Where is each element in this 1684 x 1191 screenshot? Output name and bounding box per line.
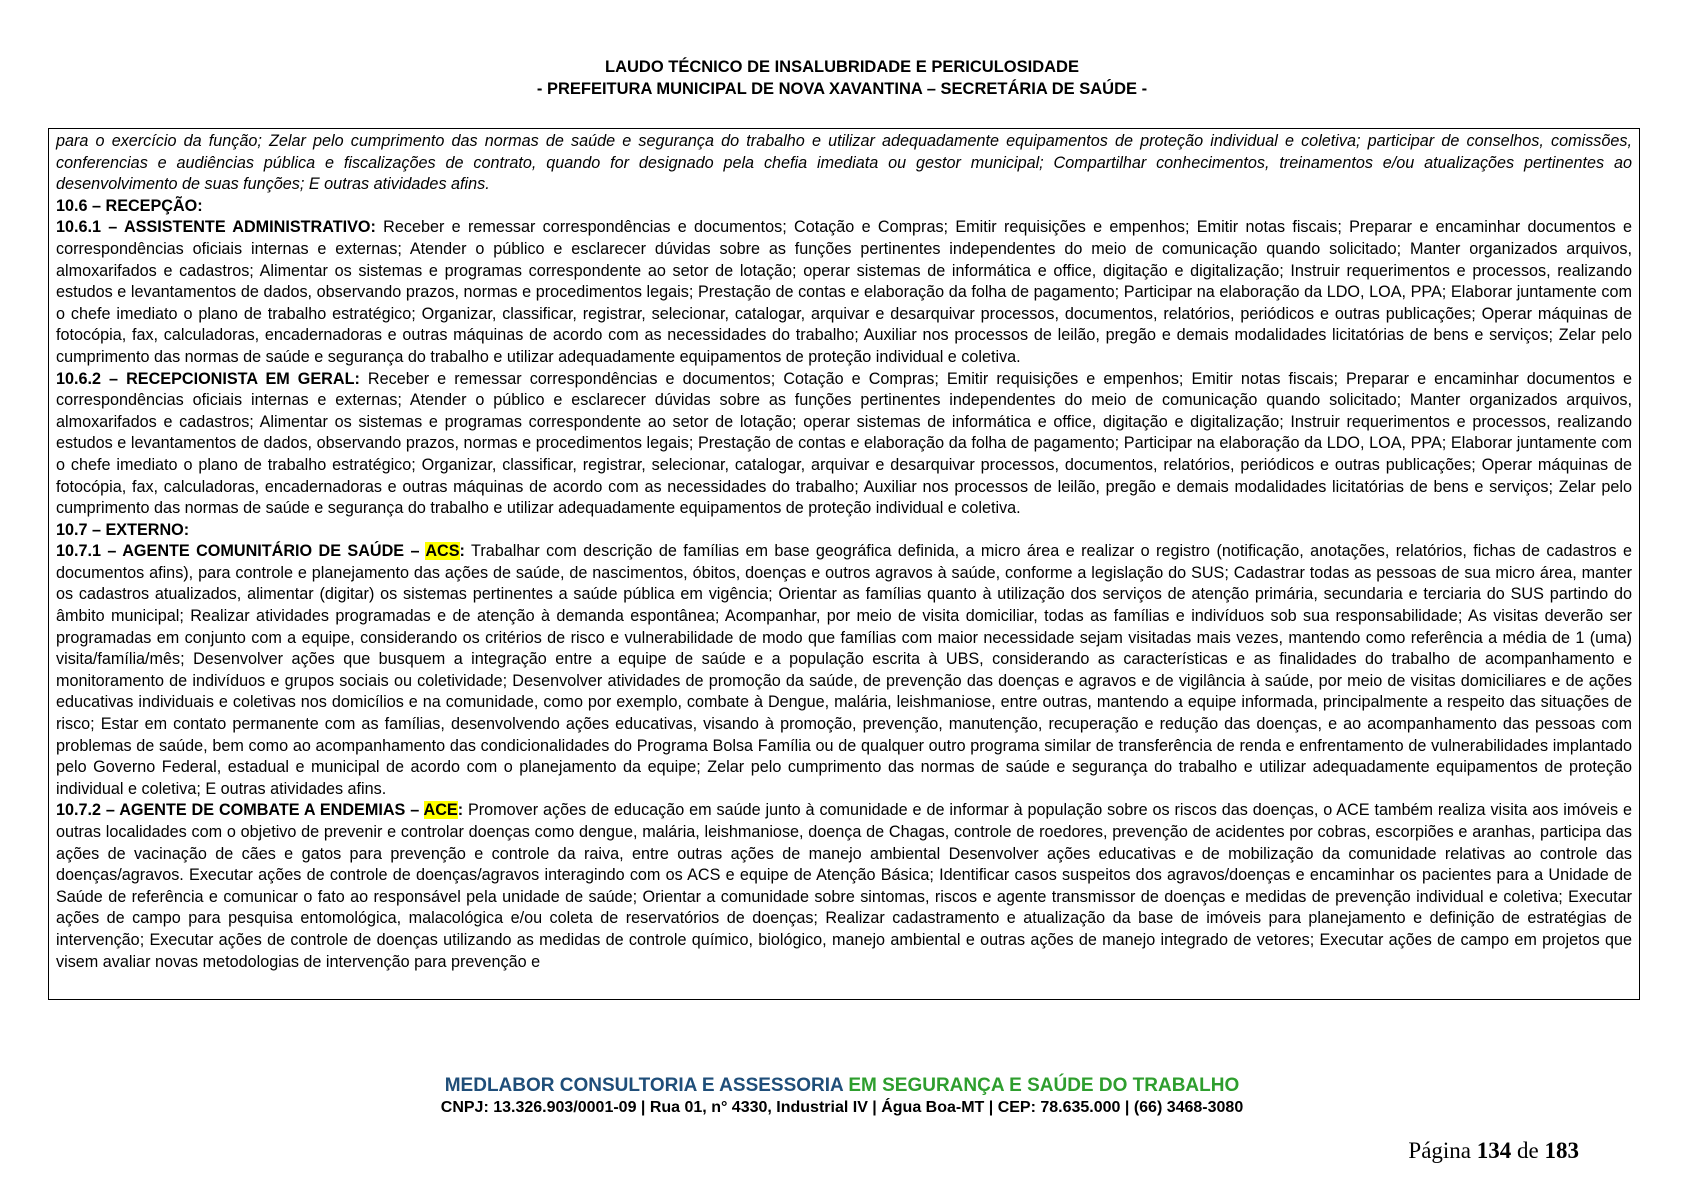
section-10-6-1-text: Receber e remessar correspondências e documentos; Cotação e Compras; Emitir requisições e empenhos; Emitir notas fiscais; Preparar e encaminhar documentos e correspondências oficiais internas e externas; Atender o público e esclarecer dúvidas sobre as funções pertinentes independentes do meio de comunicação quando solicitado; Manter organizados arquivos, almoxarifados e cadastros; Alimentar os sistemas e programas correspondente ao setor de lotação; operar sistemas de informática e office, digitação e digitalização; Instruir requerimentos e processos, realizando estudos e levantamentos de dados, observando prazos, normas e procedimentos legais; Prestação de contas e elaboração da folha de pagamento; Participar na elaboração da LDO, LOA, PPA; Elaborar juntamente com o chefe imediato o plano de trabalho estratégico; Organizar, classificar, registrar, selecionar, catalogar, arquivar e desarquivar processos, documentos, relatórios, periódicos e outras publicações; Operar máquinas de fotocópia, fax, calculadoras, encadernadoras e outras máquinas de acordo com as necessidades do trabalho; Auxiliar nos processos de leilão, pregão e demais modalidades licitatórias de bens e serviços; Zelar pelo cumprimento das normas de saúde e segurança do trabalho e utilizar adequadamente equipamentos de proteção individual e coletiva. <box>56 218 1632 366</box>
section-10-7-1-title: 10.7.1 – AGENTE COMUNITÁRIO DE SAÚDE – <box>56 542 426 561</box>
section-10-7-2-text: Promover ações de educação em saúde junto à comunidade e de informar à população sobre os riscos das doenças, o ACE também realiza visita aos imóveis e outras localidades com o objetivo de prevenir e controlar doenças como dengue, malária, leishmaniose, doença de Chagas, controle de roedores, prevenção de acidentes por cobras, escorpiões e aranhas, participa das ações de vacinação de cães e gatos para prevenção e controle da raiva, entre outras ações de manejo ambiental Desenvolver ações educativas e de mobilização da comunidade relativas ao controle das doenças/agravos. Executar ações de controle de doenças/agravos interagindo com os ACS e equipe de Atenção Básica; Identificar casos suspeitos dos agravos/doenças e encaminhar os pacientes para a Unidade de Saúde de referência e comunicar o fato ao responsável pela unidade de saúde; Orientar a comunidade sobre sintomas, riscos e agente transmissor de doenças e medidas de prevenção individual e coletiva; Executar ações de campo para pesquisa entomológica, malacológica e/ou coleta de reservatórios de doenças; Realizar cadastramento e atualização da base de imóveis para planejamento e definição de estratégias de intervenção; Executar ações de controle de doenças utilizando as medidas de controle químico, biológico, manejo ambiental e outras ações de manejo integrado de vetores; Executar ações de campo em projetos que visem avaliar novas metodologias de intervenção para prevenção e <box>56 801 1632 971</box>
section-10-7-1-text: Trabalhar com descrição de famílias em base geográfica definida, a micro área e realizar o registro (notificação, anotações, relatórios, fichas de cadastros e documentos afins), para controle e planejamento das ações de saúde, de nascimentos, óbitos, doenças e outros agravos à saúde, conforme a legislação do SUS; Cadastrar todas as pessoas de sua micro área, manter os cadastros atualizados, alimentar (digitar) os sistemas pertinentes a saúde pública em vigência; Orientar as famílias quanto à utilização dos serviços de atenção primária, secundaria e terciaria do SUS partindo do âmbito municipal; Realizar atividades programadas e de atenção à demanda espontânea; Acompanhar, por meio de visita domiciliar, todas as famílias e indivíduos sob sua responsabilidade; As visitas deverão ser programadas em conjunto com a equipe, considerando os critérios de risco e vulnerabilidade de modo que famílias com maior necessidade sejam visitadas mais vezes, mantendo como referência a média de 1 (uma) visita/família/mês; Desenvolver ações que busquem a integração entre a equipe de saúde e a população escrita à UBS, considerando as características e as finalidades do trabalho de acompanhamento e monitoramento de indivíduos e grupos sociais ou coletividade; Desenvolver atividades de promoção da saúde, de prevenção das doenças e agravos e de vigilância à saúde, por meio de visitas domiciliares e de ações educativas individuais e coletivas nos domicílios e na comunidade, como por exemplo, combate à Dengue, malária, leishmaniose, entre outras, mantendo a equipe informada, principalmente a respeito das situações de risco; Estar em contato permanente com as famílias, desenvolvendo ações educativas, visando à promoção, prevenção, manutenção, recuperação e redução das doenças, e ao acompanhamento das pessoas com problemas de saúde, bem como ao acompanhamento das condicionalidades do Programa Bolsa Família ou de qualquer outro programa similar de transferência de renda e enfrentamento de vulnerabilidades implantado pelo Governo Federal, estadual e municipal de acordo com o planejamento da equipe; Zelar pelo cumprimento das normas de saúde e segurança do trabalho e utilizar adequadamente equipamentos de proteção individual e coletiva; E outras atividades afins. <box>56 542 1632 798</box>
footer-contact-info: CNPJ: 13.326.903/0001-09 | Rua 01, n° 4330, Industrial IV | Água Boa-MT | CEP: 78.635.000 | (66) 3468-3080 <box>440 1099 1244 1116</box>
page-total: 183 <box>1544 1138 1579 1163</box>
section-10-7-heading: 10.7 – EXTERNO: <box>56 520 190 539</box>
content-box <box>48 128 1640 1000</box>
footer-company <box>0 1074 1684 1098</box>
ace-highlight: ACE <box>423 801 458 820</box>
section-10-7-2-paragraph <box>56 800 1632 973</box>
section-10-7-1-paragraph <box>56 541 1632 800</box>
page-number <box>1408 1138 1579 1164</box>
section-10-6-1-paragraph <box>56 217 1632 368</box>
footer-company-tagline: EM SEGURANÇA E SAÚDE DO TRABALHO <box>843 1075 1240 1096</box>
intro-paragraph: para o exercício da função; Zelar pelo cumprimento das normas de saúde e segurança do trabalho e utilizar adequadamente equipamentos de proteção individual e coletiva; participar de conselhos, comissões, conferencias e audiências pública e fiscalizações de contrato, quando for designado pela chefia imediata ou gestor municipal; Compartilhar conhecimentos, treinamentos e/ou atualizações pertinentes ao desenvolvimento de suas funções; E outras atividades afins. <box>56 132 1632 194</box>
section-10-7-2-colon: : <box>457 801 464 820</box>
section-10-7-2-title: 10.7.2 – AGENTE DE COMBATE A ENDEMIAS – <box>56 801 424 820</box>
header-title: LAUDO TÉCNICO DE INSALUBRIDADE E PERICULOSIDADE <box>605 58 1079 76</box>
section-10-6-2-text: Receber e remessar correspondências e documentos; Cotação e Compras; Emitir requisições e empenhos; Emitir notas fiscais; Preparar e encaminhar documentos e correspondências oficiais internas e externas; Atender o público e esclarecer dúvidas sobre as funções pertinentes independentes do meio de comunicação quando solicitado; Manter organizados arquivos, almoxarifados e cadastros; Alimentar os sistemas e programas correspondente ao setor de lotação; operar sistemas de informática e office, digitação e digitalização; Instruir requerimentos e processos, realizando estudos e levantamentos de dados, observando prazos, normas e procedimentos legais; Prestação de contas e elaboração da folha de pagamento; Participar na elaboração da LDO, LOA, PPA; Elaborar juntamente com o chefe imediato o plano de trabalho estratégico; Organizar, classificar, registrar, selecionar, catalogar, arquivar e desarquivar processos, documentos, relatórios, periódicos e outras publicações; Operar máquinas de fotocópia, fax, calculadoras, encadernadoras e outras máquinas de acordo com as necessidades do trabalho; Auxiliar nos processos de leilão, pregão e demais modalidades licitatórias de bens e serviços; Zelar pelo cumprimento das normas de saúde e segurança do trabalho e utilizar adequadamente equipamentos de proteção individual e coletiva. <box>56 369 1632 518</box>
section-10-6-2-paragraph <box>56 369 1632 520</box>
page-current: 134 <box>1476 1138 1512 1163</box>
page-label: Página <box>1408 1138 1477 1163</box>
section-10-6-2-title: 10.6.2 – RECEPCIONISTA EM GERAL: <box>56 369 360 388</box>
page-of: de <box>1511 1138 1545 1163</box>
acs-highlight: ACS <box>425 542 460 561</box>
footer-company-name: MEDLABOR CONSULTORIA E ASSESSORIA <box>444 1075 844 1096</box>
section-10-7-1-colon: : <box>459 542 465 561</box>
section-10-6-1-title: 10.6.1 – ASSISTENTE ADMINISTRATIVO: <box>56 218 376 237</box>
section-10-6-heading: 10.6 – RECEPÇÃO: <box>56 196 203 215</box>
document-header <box>0 56 1684 100</box>
header-subtitle: - PREFEITURA MUNICIPAL DE NOVA XAVANTINA – SECRETÁRIA DE SAÚDE - <box>536 80 1148 98</box>
